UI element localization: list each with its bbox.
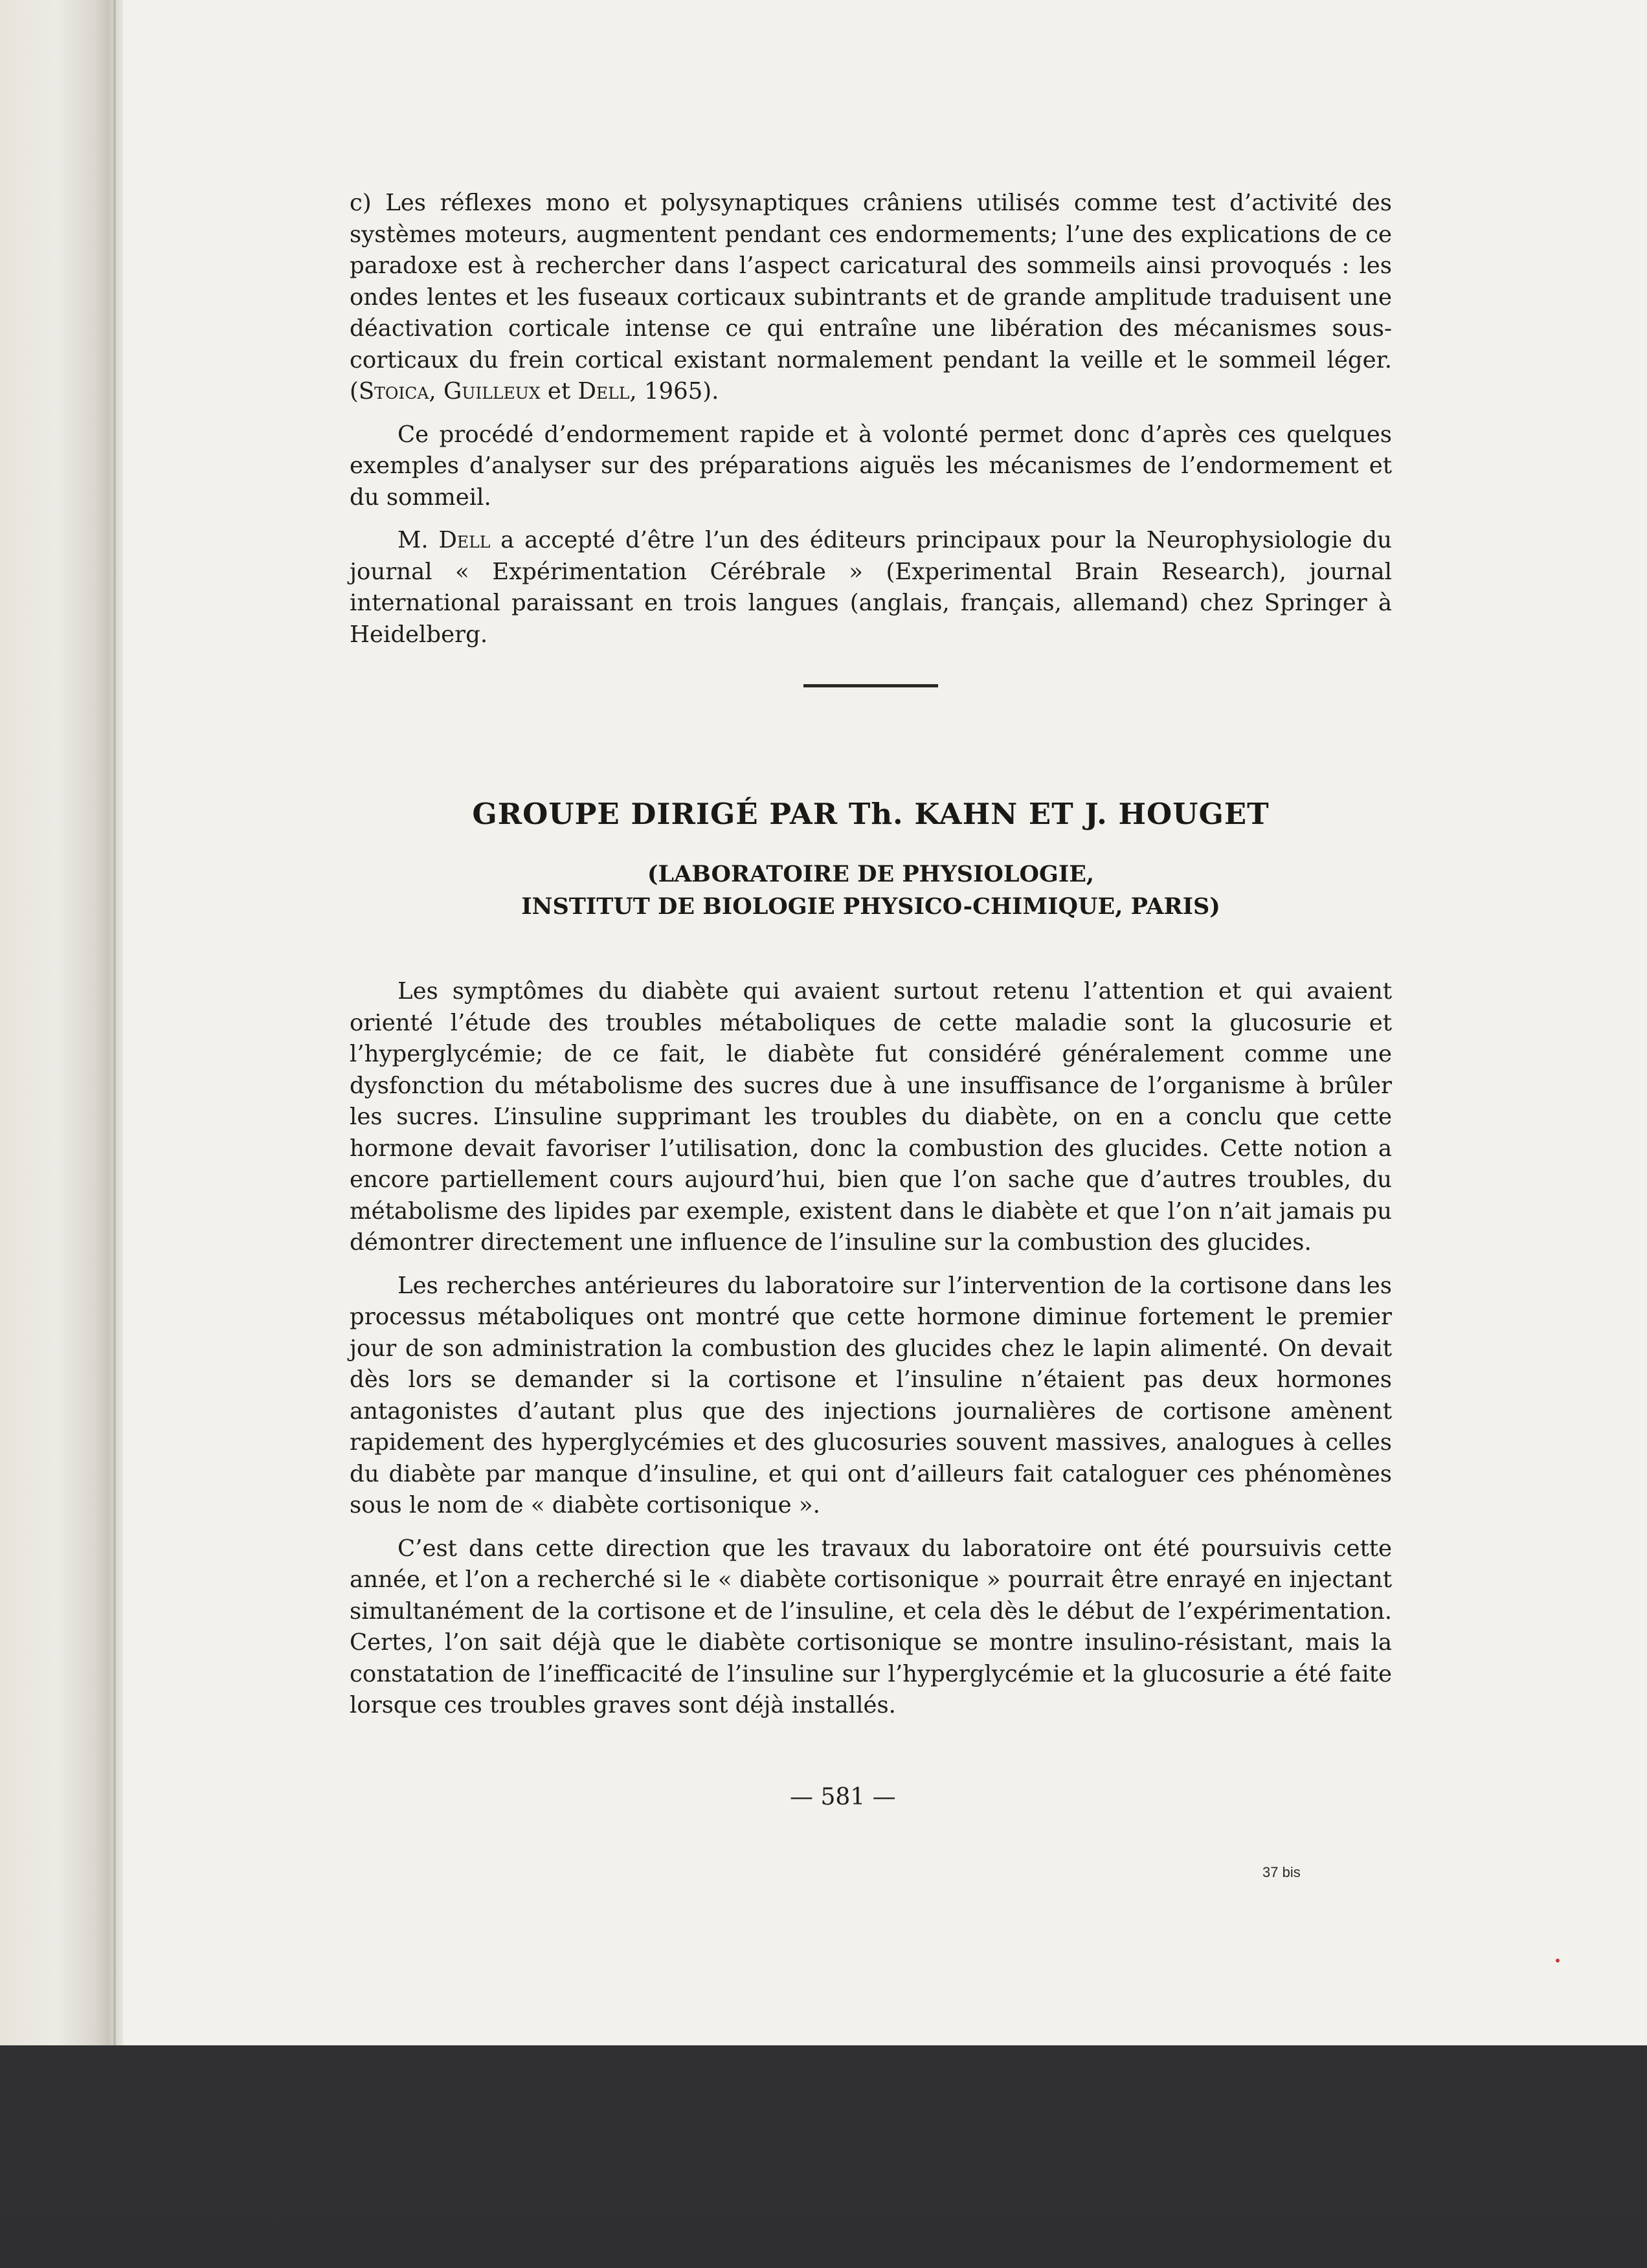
name-dell: Dell <box>438 527 491 553</box>
subheading-line-laboratory: (LABORATOIRE DE PHYSIOLOGIE, <box>647 861 1095 887</box>
paragraph-endormement: Ce procédé d’endormement rapide et à volonté permet donc d’après ces quelques exemples d’analyser sur des préparations aiguës les mécanismes de l’endormement et du sommeil. <box>350 421 1392 511</box>
section-divider <box>803 684 938 687</box>
binding-gutter <box>0 0 123 2045</box>
subheading-line-institute: INSTITUT DE BIOLOGIE PHYSICO-CHIMIQUE, PARIS) <box>521 893 1220 920</box>
paragraph-symptomes: Les symptômes du diabète qui avaient surtout retenu l’attention et qui avaient orienté l’étude des troubles métaboliques de cette maladie sont la glucosurie et l’hyperglycémie; de ce fait, le diabète fut considéré généralement comme une dysfonction du métabolisme des sucres due à une insuffisance de l’organisme à brûler les sucres. L’insuline supprimant les troubles du diabète, on en a conclu que cette hormone devait favoriser l’utilisation, donc la combustion des glucides. Cette notion a encore partiellement cours aujourd’hui, bien que l’on sache que d’autres troubles, du métabolisme des lipides par exemple, existent dans le diabète et que l’on n’ait jamais pu démontrer directement une influence de l’insuline sur la combustion des glucides. <box>350 978 1392 1256</box>
author-guilleux: Guilleux <box>443 378 541 405</box>
author-stoica: Stoica <box>358 378 429 405</box>
section-subheading <box>350 858 1392 923</box>
paragraph-dell-editor: M. Dell a accepté d’être l’un des éditeurs principaux pour la Neurophysiologie du journal « Expérimentation Cérébrale » (Experimental Brain Research), journal international paraissant en trois langues (anglais, français, allemand) chez Springer à Heidelberg. <box>350 527 1392 648</box>
signature-mark: 37 bis <box>1262 1864 1301 1880</box>
section-body-diabete <box>350 976 1392 1722</box>
page-body <box>350 188 1392 1733</box>
section-heading: GROUPE DIRIGÉ PAR Th. KAHN ET J. HOUGET <box>472 797 1270 831</box>
paragraph-direction: C’est dans cette direction que les travaux du laboratoire ont été poursuivis cette année, et l’on a recherché si le « diabète cortisonique » pourrait être enrayé en injectant simultanément de la cortisone et de l’insuline, et cela dès le début de l’expérimentation. Certes, l’on sait déjà que le diabète cortisonique se montre insulino-résistant, mais la constatation de l’inefficacité de l’insuline sur l’hyperglycémie et la glucosurie a été faite lorsque ces troubles graves sont déjà installés. <box>350 1535 1392 1718</box>
paragraph-recherches: Les recherches antérieures du laboratoire sur l’intervention de la cortisone dans les processus métaboliques ont montré que cette hormone diminue fortement le premier jour de son administration la combustion des glucides chez le lapin alimenté. On devait dès lors se demander si la cortisone et l’insuline n’étaient pas deux hormones antagonistes d’autant plus que des injections journalières de cortisone amènent rapidement des hyperglycémies et des glucosuries souvent massives, analogues à celles du diabète par manque d’insuline, et qui ont d’ailleurs fait cataloguer ces phénomènes sous le nom de « diabète cortisonique ». <box>350 1272 1392 1518</box>
ink-speck <box>1556 1959 1560 1962</box>
author-dell: Dell <box>577 378 630 405</box>
paragraph-reflexes: c) Les réflexes mono et polysynaptiques crâniens utilisés comme test d’activité des systèmes moteurs, augmentent pendant ces endormements; l’une des explications de ce paradoxe est à rechercher dans l’aspect caricatural des sommeils ainsi provoqués : les ondes lentes et les fuseaux corticaux subintrants et de grande amplitude traduisent une déactivation corticale intense ce qui entraîne une libération des mécanismes sous-corticaux du frein cortical existant normalement pendant la veille et le sommeil léger. (Stoica, Guilleux et Dell, 1965). <box>350 190 1392 405</box>
page-number: — 581 — <box>790 1784 896 1810</box>
gutter-fold-line <box>113 0 116 2045</box>
